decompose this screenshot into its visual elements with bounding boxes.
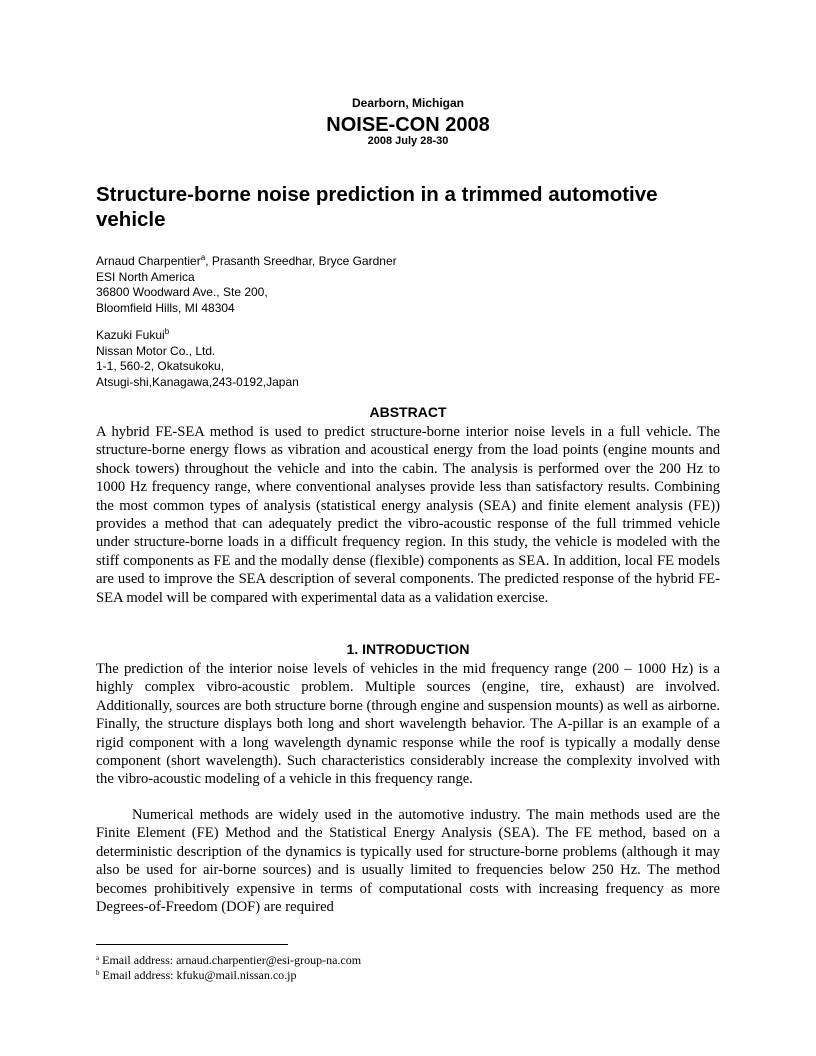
affiliation-city: Atsugi-shi,Kanagawa,243-0192,Japan — [96, 374, 299, 389]
introduction-paragraph: Numerical methods are widely used in the automotive industry. The main methods used are the Finite Element (FE) Method and the Statistical Energy Analysis (SEA). The FE method, based on a deterministic description of the dynamics is typically used for structure-borne problems (although it may also be used for air-borne sources) and is usually limited to frequencies below 250 Hz. The method becomes prohibitively expensive in terms of computational costs with increasing frequency as more Degrees-of-Freedom (DOF) are required — [96, 807, 720, 916]
abstract-text: A hybrid FE-SEA method is used to predict structure-borne interior noise levels in a full vehicle. The structure-borne energy flows as vibration and acoustical energy from the load points (engine mounts and shock towers) throughout the vehicle and into the cabin. The analysis is performed over the 200 Hz to 1000 Hz frequency range, where conventional analyses provide less than satisfactory results. Combining the most common types of analysis (statistical energy analysis (SEA) and finite element analysis (FE)) provides a method that can adequately predict the vibro-acoustic response of the full trimmed vehicle under structure-borne loads in a difficult frequency region. In this study, the vehicle is modeled with the stiff components as FE and the modally dense (flexible) components as SEA. In addition, local FE models are used to improve the SEA description of several components. The predicted response of the hybrid FE-SEA model will be compared with experimental data as a validation exercise. — [96, 424, 720, 606]
footnote-mark: b — [96, 969, 100, 977]
author-name: Kazuki Fukui — [96, 328, 165, 342]
footnotes — [96, 953, 720, 983]
footnote-text: Email address: kfuku@mail.nissan.co.jp — [99, 968, 297, 982]
affiliation-organization: Nissan Motor Co., Ltd. — [96, 343, 216, 358]
abstract-heading: ABSTRACT — [369, 404, 447, 420]
affiliation-organization: ESI North America — [96, 269, 195, 284]
introduction-paragraph: The prediction of the interior noise levels of vehicles in the mid frequency range (200 – 1000 Hz) is a highly complex vibro-acoustic problem. Multiple sources (engine, tire, exhaust) are involved. Additionally, sources are both structure borne (through engine and suspension mounts) as well as airborne. Finally, the structure displays both long and short wavelength behavior. The A-pillar is an example of a rigid component with a long wavelength dynamic response while the roof is typically a modally dense component (short wavelength). Such characteristics considerably increase the complexity involved with the vibro-acoustic modeling of a vehicle in this frequency range. — [96, 661, 720, 788]
conference-location: Dearborn, Michigan — [351, 96, 464, 110]
footnote-text: Email address: arnaud.charpentier@esi-group-na.com — [99, 953, 362, 967]
footnote-mark: a — [96, 954, 100, 962]
paper-title: Structure-borne noise prediction in a trimmed automotive vehicle — [96, 183, 658, 231]
affiliation-city: Bloomfield Hills, MI 48304 — [96, 300, 235, 315]
introduction-heading: 1. INTRODUCTION — [346, 641, 470, 657]
affiliation-street: 36800 Woodward Ave., Ste 200, — [96, 285, 268, 299]
affiliation-block — [96, 254, 720, 316]
conference-name: NOISE-CON 2008 — [326, 114, 490, 136]
author-line — [96, 254, 720, 270]
author-footnote-mark: a — [200, 253, 206, 262]
footnote — [96, 968, 720, 983]
affiliation-block — [96, 328, 720, 390]
author-footnote-mark: b — [164, 327, 170, 336]
conference-dates: 2008 July 28-30 — [367, 135, 449, 147]
author-name: Arnaud Charpentier — [96, 254, 201, 268]
affiliation-street: 1-1, 560-2, Okatsukoku, — [96, 359, 225, 373]
author-line — [96, 328, 720, 344]
footnote-divider — [96, 944, 288, 945]
co-authors: , Prasanth Sreedhar, Bryce Gardner — [205, 254, 397, 268]
footnote — [96, 953, 720, 968]
